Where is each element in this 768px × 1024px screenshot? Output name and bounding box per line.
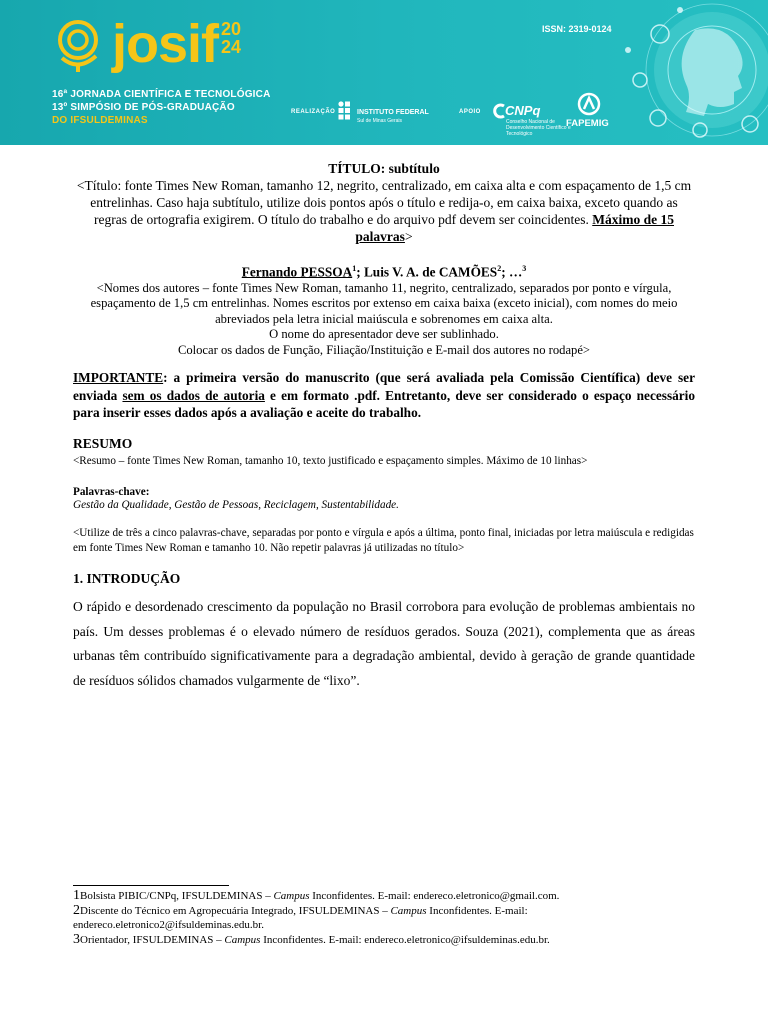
- footnote-text: Bolsista PIBIC/CNPq, IFSULDEMINAS –: [80, 890, 274, 902]
- author-3: ; …: [501, 264, 523, 280]
- author-2: ; Luis V. A. de CAMÕES: [356, 264, 498, 280]
- page-title: TÍTULO: subtítulo: [328, 161, 440, 176]
- title-max-words: Máximo de 15 palavras: [355, 212, 674, 244]
- brand-wordmark: josif: [112, 14, 219, 74]
- important-underlined: sem os dados de autoria: [122, 387, 265, 403]
- fapemig-name: FAPEMIG: [566, 118, 609, 129]
- realizacao-label: REALIZAÇÃO: [291, 109, 336, 115]
- authors-block: [73, 261, 695, 358]
- footnote-divider: [73, 885, 229, 886]
- issn-label: ISSN: 2319-0124: [542, 24, 612, 34]
- keywords-list: Gestão da Qualidade, Gestão de Pessoas, Reciclagem, Sustentabilidade.: [73, 499, 399, 511]
- event-line-2: 13º SIMPÓSIO DE PÓS-GRADUAÇÃO: [52, 102, 235, 113]
- header-banner: [0, 0, 768, 145]
- title-instructions-end: >: [404, 229, 413, 244]
- footnote-item: [73, 904, 695, 933]
- important-text-1: : a primeira versão do manuscrito (que será avaliada pela Comissão Científica) deve ser enviada: [73, 370, 695, 403]
- resumo-heading: RESUMO: [73, 436, 133, 451]
- footnote-number: 1: [73, 888, 80, 903]
- presenter-note: O nome do apresentador deve ser sublinhado.: [269, 327, 499, 342]
- keywords-note: <Utilize de três a cinco palavras-chave, separadas por ponto e vírgula e após a última, ponto final, iniciadas por letra maiúscula e redigidas em fonte Times New Roman e tamanho 10. Não repetir palavras já utilizadas no título>: [73, 527, 694, 554]
- footnote-text-end: Inconfidentes. E-mail: endereco.eletronico2@ifsuldeminas.edu.br.: [73, 904, 528, 931]
- cnpq-name: CNPq: [505, 103, 541, 118]
- brand-year: [221, 20, 251, 56]
- apoio-label: APOIO: [459, 109, 481, 115]
- footnote-number: 3: [73, 931, 80, 947]
- cnpq-sub: Conselho Nacional de Desenvolvimento Científico e Tecnológico: [506, 119, 571, 137]
- author-3-ref: 3: [522, 264, 527, 273]
- authors-instructions: <Nomes dos autores – fonte Times New Roman, tamanho 11, negrito, centralizado, separados por ponto e vírgula, espaçamento de 1,5 cm entrelinhas. Nomes escritos por extenso em caixa baixa (exceto inicial), com nomes do meio abreviados pela letra inicial maiúscula e sobrenomes em caixa alta.: [90, 280, 678, 326]
- event-line-3: DO IFSULDEMINAS: [52, 115, 148, 126]
- footnote-item: [73, 889, 695, 904]
- title-block: [73, 160, 695, 245]
- globe-logo-icon: [52, 16, 110, 74]
- footnote-campus: Campus: [224, 933, 261, 946]
- author-1-ref: 1: [352, 264, 357, 273]
- footnote-campus: Campus: [390, 904, 427, 917]
- title-instructions: [73, 177, 695, 245]
- author-list: [73, 261, 695, 280]
- important-label: IMPORTANTE: [73, 370, 164, 385]
- footnote-text: Discente do Técnico em Agropecuária Integrado, IFSULDEMINAS –: [80, 904, 391, 917]
- introduction-paragraph: O rápido e desordenado crescimento da população no Brasil corrobora para evolução de problemas ambientais no país. Um desses problemas é o elevado número de resíduos gerados. Souza (2021), complementa que as áreas urbanas têm contribuído significativamente para a degradação ambiental, devido à geração de grande quantidade de resíduos sólidos chamados vulgarmente de “lixo”.: [73, 599, 695, 688]
- authors-footer-note: Colocar os dados de Função, Filiação/Instituição e E-mail dos autores no rodapé>: [177, 342, 591, 357]
- important-text-2: e em formato .pdf. Entretanto, deve ser considerado o espaço necessário para inserir esses dados após a avaliação e aceite do trabalho.: [73, 387, 696, 420]
- fapemig-logo-icon: [576, 92, 602, 116]
- footnote-campus: Campus: [273, 890, 310, 902]
- institute-sub: Sul de Minas Gerais: [357, 118, 403, 124]
- author-2-ref: 2: [497, 264, 502, 273]
- introduction-heading: 1. INTRODUÇÃO: [73, 571, 181, 586]
- author-presenter: Fernando PESSOA: [241, 264, 353, 280]
- footnote-number: 2: [73, 902, 80, 918]
- event-line-1: 16ª JORNADA CIENTÍFICA E TECNOLÓGICA: [52, 89, 271, 100]
- important-notice: [73, 369, 695, 422]
- footnote-text: Orientador, IFSULDEMINAS –: [80, 933, 225, 946]
- title-instructions-text: <Título: fonte Times New Roman, tamanho 12, negrito, centralizado, em caixa alta e com espaçamento de 1,5 cm entrelinhas. Caso haja subtítulo, utilize dois pontos após o título e redija-o, em caixa baixa, exceto quando as regras de ortografia exigirem. O título do trabalho e do arquivo pdf devem ser coincidentes.: [76, 178, 692, 227]
- footnote-text-end: Inconfidentes. E-mail: endereco.eletronico@gmail.com.: [309, 890, 560, 902]
- cnpq-logo-icon: [492, 103, 506, 119]
- institute-name: INSTITUTO FEDERAL: [357, 109, 429, 116]
- resumo-body: <Resumo – fonte Times New Roman, tamanho 10, texto justificado e espaçamento simples. Máximo de 10 linhas>: [73, 455, 588, 467]
- footnote-item: [73, 933, 695, 948]
- brand-year-bottom: 24: [221, 37, 242, 57]
- footnotes: [73, 889, 695, 947]
- brand-year-top: 20: [221, 19, 242, 39]
- keywords-heading: Palavras-chave:: [73, 486, 150, 498]
- footnote-text-end: Inconfidentes. E-mail: endereco.eletronico@ifsuldeminas.edu.br.: [260, 933, 550, 946]
- tech-head-illustration-icon: [600, 0, 768, 145]
- institute-logo-icon: [338, 101, 354, 123]
